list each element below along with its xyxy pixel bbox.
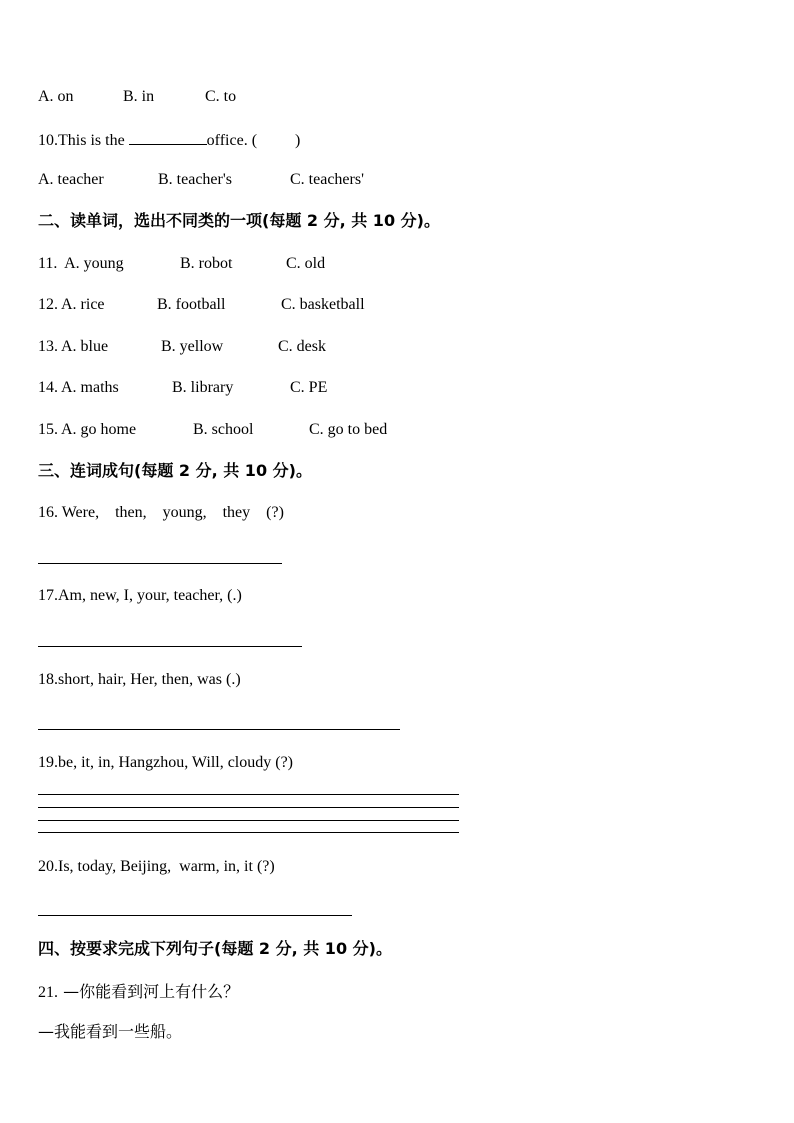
q20-prompt: [38, 857, 275, 877]
q21-question: —你能看到河上有什么？: [58, 982, 240, 1001]
q20-number: 20.: [38, 858, 58, 875]
q9-option-c: C. to: [205, 88, 237, 105]
q15-option-a: A. go home: [61, 421, 137, 438]
q16-answer-line[interactable]: [38, 563, 282, 564]
q16-prompt: [38, 503, 284, 523]
q18-prompt: [38, 670, 241, 690]
q17-answer-line[interactable]: [38, 646, 302, 647]
q20-answer-line[interactable]: [38, 915, 352, 916]
section-4-heading: 四、按要求完成下列句子(每题 2 分, 共 10 分)。: [38, 939, 392, 958]
section-3-heading: 三、连词成句(每题 2 分, 共 10 分)。: [38, 461, 312, 480]
q16-number: 16.: [38, 504, 58, 521]
q14-option-b: B. library: [172, 379, 234, 396]
q19-answer-line-3[interactable]: [38, 820, 459, 821]
q19-words: be, it, in, Hangzhou, Will, cloudy (?): [58, 754, 294, 771]
q13-option-b: B. yellow: [161, 338, 224, 355]
q10-stem: [38, 129, 300, 151]
q11-option-b: B. robot: [180, 255, 233, 272]
q10-text-after: office. (: [206, 132, 258, 149]
q19-answer-line-4[interactable]: [38, 832, 459, 833]
q16-words: Were, then, young, they (?): [58, 504, 284, 521]
q20-words: Is, today, Beijing, warm, in, it (?): [58, 858, 275, 875]
q9-option-b: B. in: [123, 88, 155, 105]
q11-option-a: A. young: [61, 255, 124, 272]
q19-prompt: [38, 753, 293, 773]
q11-number: 11.: [38, 255, 58, 272]
q9-option-a: A. on: [38, 88, 74, 105]
q17-number: 17.: [38, 587, 58, 604]
q14-number: 14.: [38, 379, 58, 396]
q21-number: 21.: [38, 984, 58, 1001]
q10-text-before: This is the: [58, 132, 129, 149]
q15-number: 15.: [38, 421, 58, 438]
q17-words: Am, new, I, your, teacher, (.): [58, 587, 242, 604]
q10-blank[interactable]: [129, 129, 207, 145]
q12-option-a: A. rice: [61, 296, 105, 313]
q14-option-a: A. maths: [61, 379, 119, 396]
q18-words: short, hair, Her, then, was (.): [58, 671, 241, 688]
q12-number: 12.: [38, 296, 58, 313]
q13-option-a: A. blue: [61, 338, 109, 355]
q14-option-c: C. PE: [290, 379, 328, 396]
q18-answer-line[interactable]: [38, 729, 400, 730]
q19-answer-line-1[interactable]: [38, 794, 459, 795]
q11-option-c: C. old: [286, 255, 326, 272]
q18-number: 18.: [38, 671, 58, 688]
q15-option-c: C. go to bed: [309, 421, 388, 438]
q19-number: 19.: [38, 754, 58, 771]
q13-number: 13.: [38, 338, 58, 355]
q13-option-c: C. desk: [278, 338, 326, 355]
q17-prompt: [38, 586, 242, 606]
q10-number: 10.: [38, 132, 58, 149]
q10-option-c: C. teachers': [290, 171, 364, 188]
q10-option-a: A. teacher: [38, 171, 104, 188]
q10-option-b: B. teacher's: [158, 171, 232, 188]
q15-option-b: B. school: [193, 421, 254, 438]
section-2-heading: 二、读单词，选出不同类的一项(每题 2 分, 共 10 分)。: [38, 211, 440, 230]
q21-line-1: [38, 982, 239, 1003]
q12-option-b: B. football: [157, 296, 226, 313]
q19-answer-line-2[interactable]: [38, 807, 459, 808]
q21-line-2: —我能看到一些船。: [38, 1022, 183, 1041]
q10-close-paren: ): [295, 132, 301, 149]
q12-option-c: C. basketball: [281, 296, 365, 313]
